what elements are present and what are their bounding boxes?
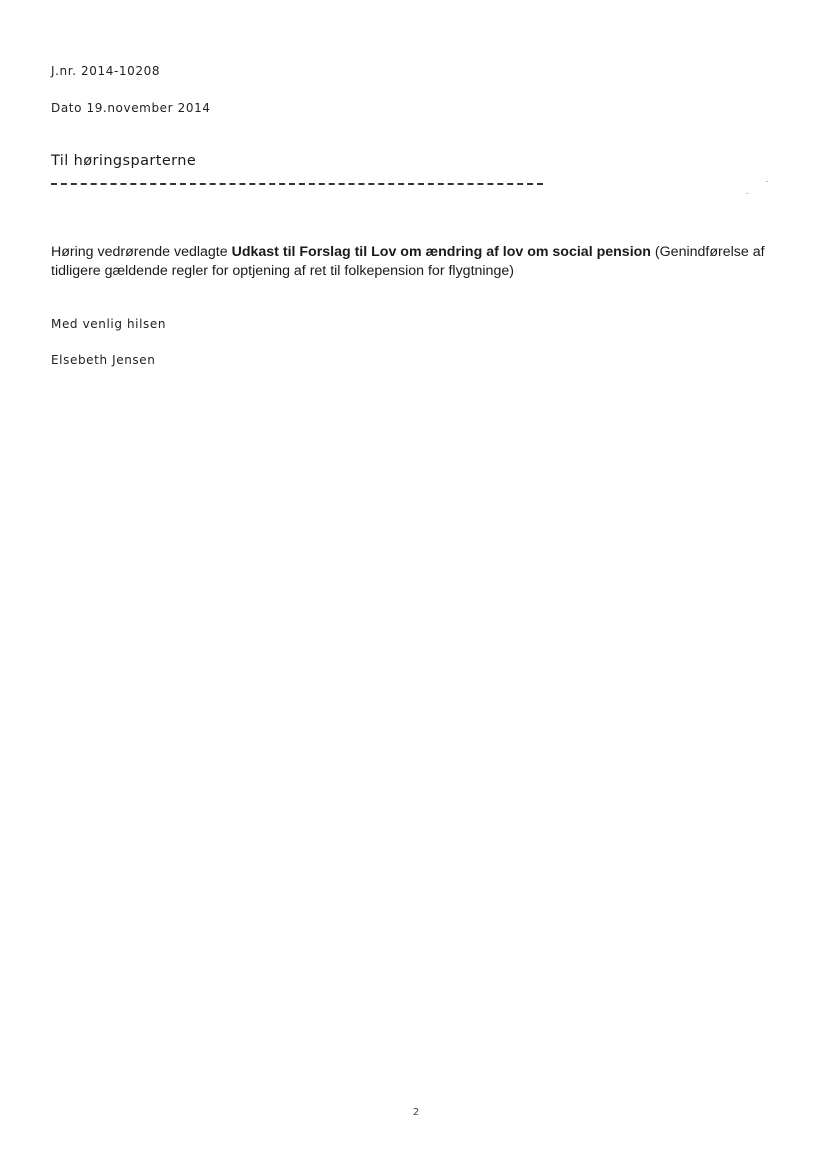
letter-date: Dato 19.november 2014 xyxy=(51,101,211,115)
addressee-heading: Til høringsparterne xyxy=(51,153,197,169)
signature-name: Elsebeth Jensen xyxy=(51,353,156,367)
journal-number: J.nr. 2014-10208 xyxy=(51,64,161,78)
body-rest: (Genindførelse af tidligere gældende regler for optjening af ret til folkepension for flygtninge) xyxy=(51,244,765,279)
scan-artifact xyxy=(766,181,768,182)
bill-title: Udkast til Forslag til Lov om ændring af lov om social pension xyxy=(231,244,651,260)
dashed-divider xyxy=(51,183,543,185)
scan-artifact xyxy=(746,193,748,194)
letter-body xyxy=(51,243,771,281)
closing-phrase: Med venlig hilsen xyxy=(51,317,167,331)
page-number: 2 xyxy=(412,1107,420,1118)
body-intro: Høring vedrørende vedlagte xyxy=(51,244,232,260)
